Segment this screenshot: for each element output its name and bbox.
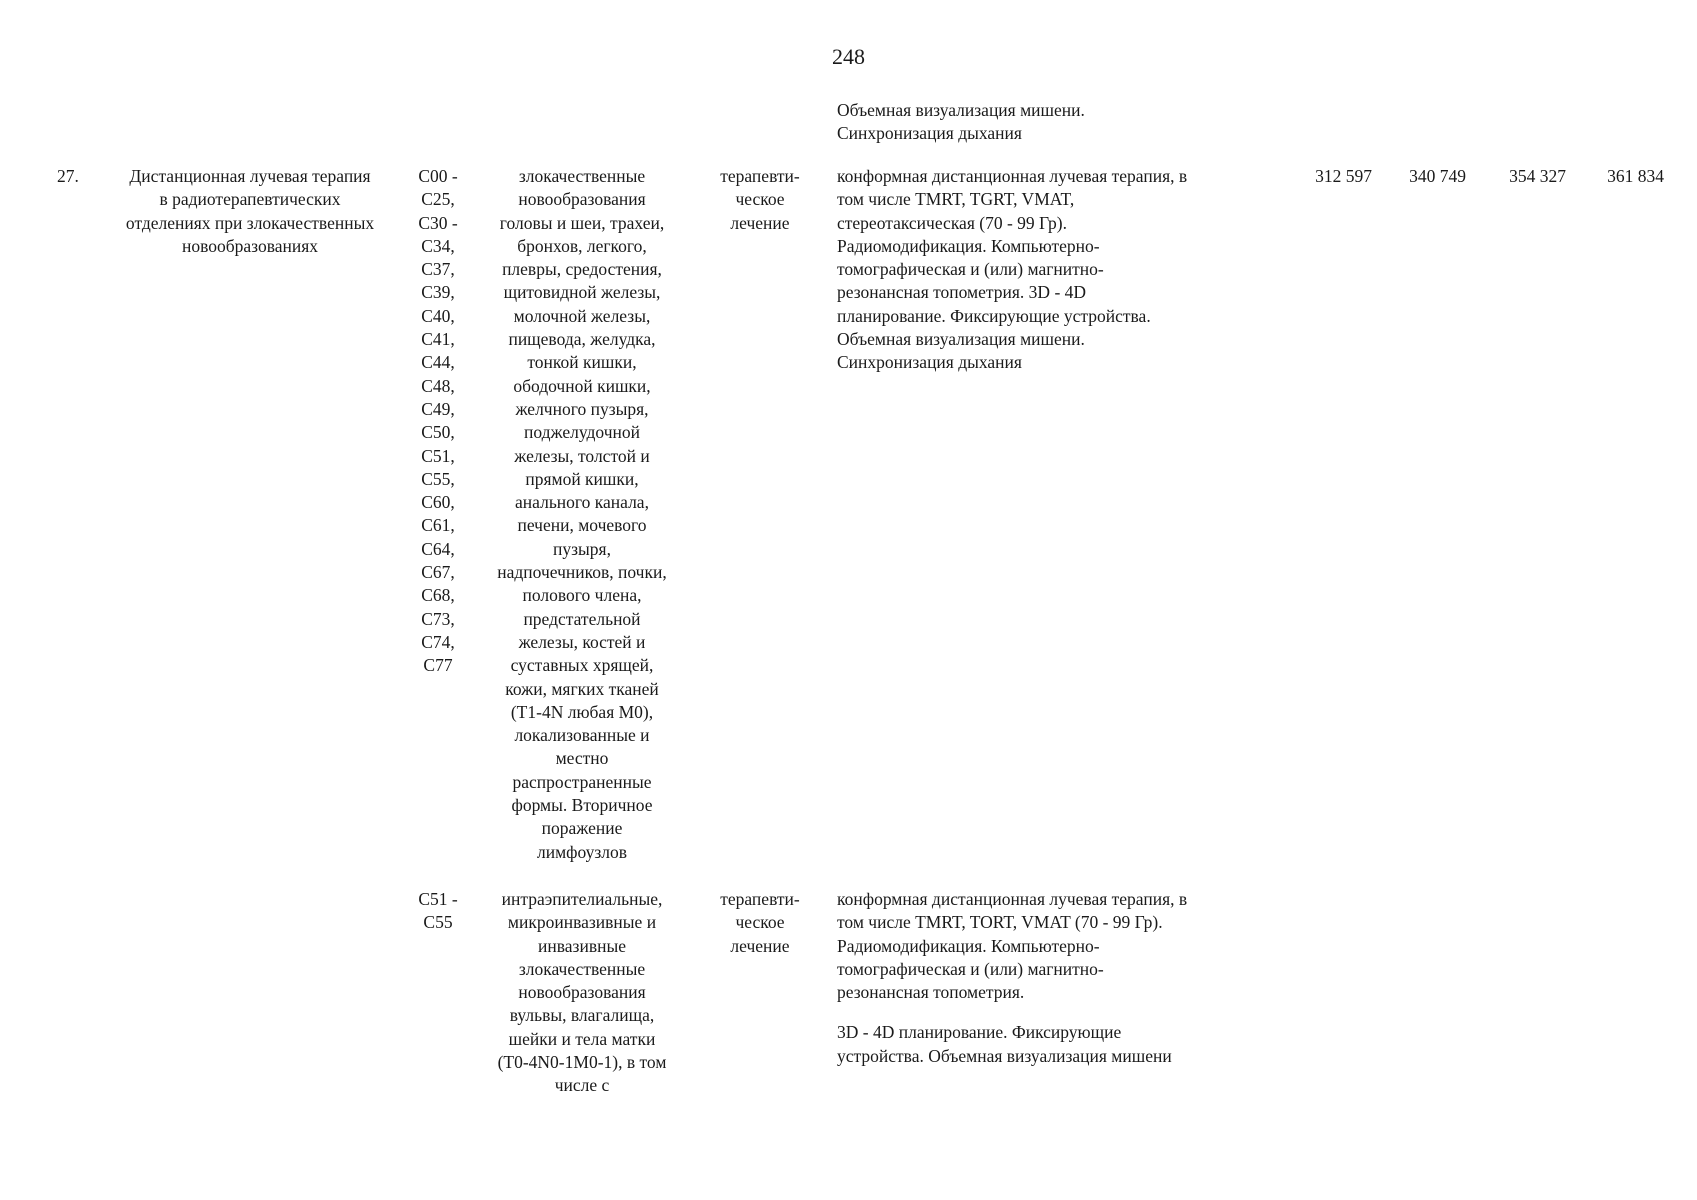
text-line: C48, <box>421 375 455 396</box>
text-line: в радиотерапевтических <box>159 189 341 210</box>
patient-model <box>472 888 692 1098</box>
text-line: интраэпителиальные, <box>501 889 663 909</box>
text-line: отделениях при злокачественных <box>125 212 375 233</box>
text-line: C73, <box>421 608 455 629</box>
text-line: C41, <box>421 329 455 350</box>
text-line: томографическая и (или) магнитно- <box>837 958 1104 979</box>
text-line: желчного пузыря, <box>515 398 649 419</box>
text-line: C00 - <box>418 166 458 186</box>
text-line: суставных хрящей, <box>510 655 654 676</box>
text-line: C77 <box>423 655 453 676</box>
text-line: надпочечников, почки, <box>497 562 667 583</box>
text-line: прямой кишки, <box>525 468 639 489</box>
text-line: головы и шеи, трахеи, <box>499 212 665 233</box>
cost-value: 361 834 <box>1607 166 1664 186</box>
treatment-method <box>837 165 1187 375</box>
text-line: 3D - 4D планирование. Фиксирующие <box>837 1022 1122 1043</box>
text-line: C51 - <box>418 889 458 909</box>
text-line: распространенные <box>512 771 652 792</box>
text-line: конформная дистанционная лучевая терапия, в <box>837 166 1188 186</box>
cost-value: 354 327 <box>1509 166 1566 186</box>
text-line: молочной железы, <box>513 305 651 326</box>
text-line: Синхронизация дыхания <box>837 123 1022 144</box>
text-line: C55 <box>423 912 453 933</box>
method-continuation <box>837 99 1085 146</box>
text-line: том числе TMRT, TGRT, VMAT, <box>837 189 1075 210</box>
text-line: C51, <box>421 445 455 466</box>
text-line: формы. Вторичное <box>511 795 653 816</box>
text-line: резонансная топометрия. 3D - 4D <box>837 282 1087 303</box>
text-line: лимфоузлов <box>536 841 627 862</box>
text-line: пузыря, <box>553 538 611 559</box>
text-line: инвазивные <box>538 935 626 956</box>
text-line: стереотаксическая (70 - 99 Гр). <box>837 212 1067 233</box>
row-number: 27. <box>57 166 79 186</box>
text-line: ободочной кишки, <box>513 375 651 396</box>
text-line: том числе TMRT, TORT, VMAT (70 - 99 Гр). <box>837 912 1163 933</box>
page-number: 248 <box>832 44 865 69</box>
text-line: C61, <box>421 515 455 536</box>
text-line: лечение <box>730 935 790 956</box>
treatment-type <box>705 165 815 235</box>
text-line: кожи, мягких тканей <box>505 678 659 699</box>
text-line: C68, <box>421 585 455 606</box>
text-line: резонансная топометрия. <box>837 982 1025 1003</box>
text-line: анального канала, <box>515 492 649 513</box>
text-line: злокачественные <box>518 166 646 186</box>
text-line: полового члена, <box>522 585 642 606</box>
text-line: ческое <box>735 912 785 933</box>
text-line: C64, <box>421 538 455 559</box>
cost-value: 312 597 <box>1315 166 1372 186</box>
text-line: Объемная визуализация мишени. <box>837 100 1085 120</box>
text-line: C25, <box>421 189 455 210</box>
text-line: ческое <box>735 189 785 210</box>
treatment-type <box>705 888 815 958</box>
text-line: Дистанционная лучевая терапия <box>129 166 371 186</box>
text-line: пищевода, желудка, <box>508 329 656 350</box>
icd-codes <box>408 165 468 678</box>
text-line: новообразованиях <box>181 235 319 256</box>
text-line: шейки и тела матки <box>508 1028 656 1049</box>
text-line: конформная дистанционная лучевая терапия, в <box>837 889 1188 909</box>
text-line: поражение <box>541 818 623 839</box>
text-line: C55, <box>421 468 455 489</box>
text-line: устройства. Объемная визуализация мишени <box>837 1045 1172 1066</box>
text-line: C30 - <box>418 212 458 233</box>
cost-value: 340 749 <box>1409 166 1466 186</box>
text-line: местно <box>555 748 609 769</box>
text-line: C44, <box>421 352 455 373</box>
text-line: C50, <box>421 422 455 443</box>
text-line: C49, <box>421 398 455 419</box>
text-line: микроинвазивные и <box>507 912 657 933</box>
text-line: вульвы, влагалища, <box>509 1005 655 1026</box>
text-line: (T0-4N0-1M0-1), в том <box>497 1052 667 1073</box>
text-line: C40, <box>421 305 455 326</box>
text-line: Радиомодификация. Компьютерно- <box>837 935 1100 956</box>
text-line: бронхов, легкого, <box>517 235 647 256</box>
text-line: терапевти- <box>720 889 800 909</box>
text-line: Радиомодификация. Компьютерно- <box>837 235 1100 256</box>
text-line: печени, мочевого <box>517 515 647 536</box>
text-line: (T1-4N любая M0), <box>510 701 654 722</box>
text-line: злокачественные <box>518 958 646 979</box>
text-line: новообразования <box>518 189 646 210</box>
text-line: Объемная визуализация мишени. <box>837 329 1085 350</box>
row-name <box>100 165 400 258</box>
text-line: поджелудочной <box>523 422 640 443</box>
treatment-method <box>837 888 1187 1068</box>
text-line: лечение <box>730 212 790 233</box>
text-line: железы, костей и <box>518 631 646 652</box>
text-line: C39, <box>421 282 455 303</box>
text-line: планирование. Фиксирующие устройства. <box>837 305 1151 326</box>
text-line: C34, <box>421 235 455 256</box>
text-line: плевры, средостения, <box>502 259 662 280</box>
text-line: C74, <box>421 631 455 652</box>
text-line: предстательной <box>523 608 641 629</box>
text-line: локализованные и <box>514 725 650 746</box>
text-line: щитовидной железы, <box>503 282 661 303</box>
text-line: C37, <box>421 259 455 280</box>
text-line: тонкой кишки, <box>527 352 637 373</box>
patient-model <box>472 165 692 864</box>
text-line: терапевти- <box>720 166 800 186</box>
text-line: C67, <box>421 562 455 583</box>
text-line: железы, толстой и <box>514 445 650 466</box>
text-line: новообразования <box>518 982 646 1003</box>
text-line: числе с <box>554 1075 610 1096</box>
text-line: Синхронизация дыхания <box>837 352 1022 373</box>
text-line: томографическая и (или) магнитно- <box>837 259 1104 280</box>
text-line: C60, <box>421 492 455 513</box>
icd-codes <box>408 888 468 935</box>
